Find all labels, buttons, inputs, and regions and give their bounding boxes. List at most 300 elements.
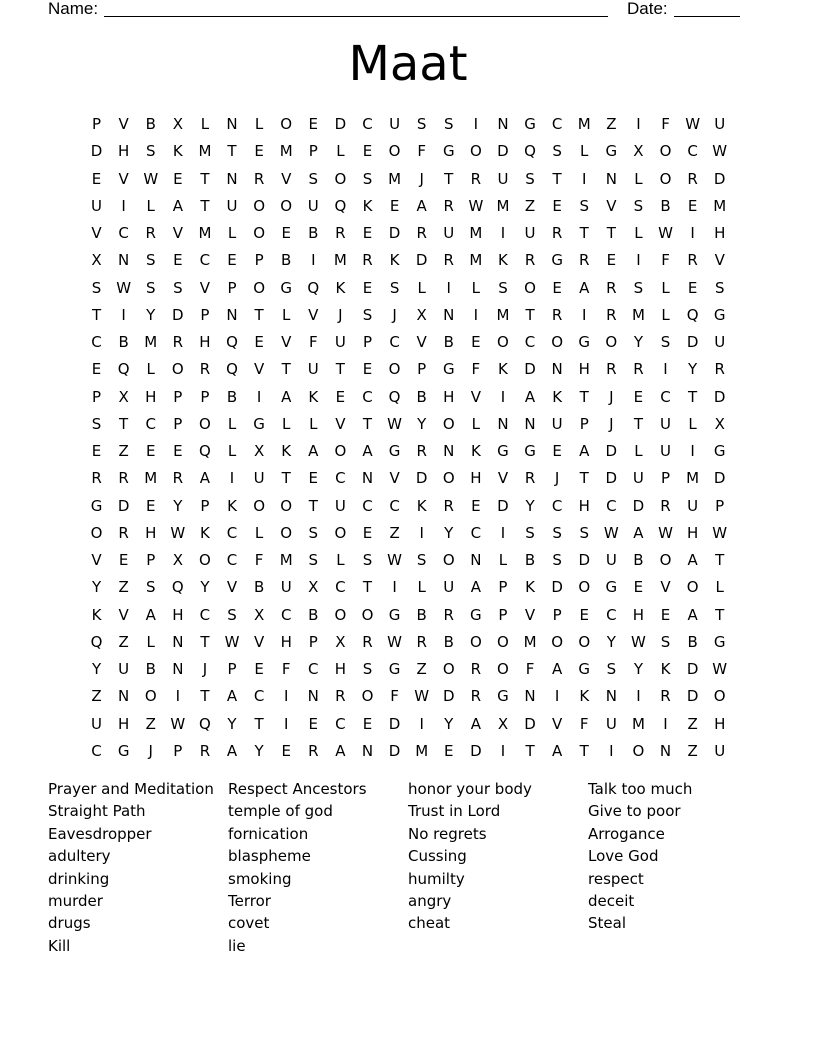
word-bank-item: Arrogance [588, 824, 665, 843]
grid-letter: S [416, 115, 427, 133]
word-bank-item: temple of god [228, 802, 333, 821]
grid-letter: R [470, 687, 482, 706]
grid-letter: Z [524, 196, 536, 215]
grid-letter: E [145, 496, 156, 515]
grid-letter: O [334, 169, 347, 188]
grid-letter: J [554, 469, 560, 488]
grid-letter: O [551, 333, 564, 351]
grid-letter: N [226, 305, 238, 324]
grid-letter: R [443, 496, 454, 515]
grid-letter: T [281, 469, 291, 488]
grid-letter: D [686, 660, 699, 678]
date-field[interactable] [674, 16, 740, 17]
word-bank [48, 778, 768, 957]
grid-letter: A [687, 551, 698, 569]
grid-letter: R [172, 333, 184, 351]
grid-letter: E [308, 115, 319, 133]
grid-letter: K [281, 442, 292, 460]
grid-letter: D [632, 496, 645, 515]
grid-letter: C [551, 115, 563, 133]
grid-letter: W [387, 551, 402, 569]
grid-letter: A [552, 660, 563, 678]
grid-letter: T [525, 741, 535, 760]
grid-letter: I [392, 578, 397, 597]
grid-letter: T [281, 360, 291, 379]
grid-letter: R [687, 169, 698, 188]
date-label: Date: [627, 0, 668, 18]
grid-letter: G [551, 251, 563, 270]
grid-letter: Y [444, 714, 454, 733]
grid-letter: U [443, 224, 455, 242]
grid-letter: J [609, 414, 614, 433]
grid-letter: E [118, 551, 129, 569]
grid-letter: X [497, 714, 509, 733]
grid-letter: A [579, 278, 590, 297]
grid-letter: U [660, 414, 671, 433]
word-bank-item: blaspheme [228, 847, 311, 866]
grid-letter: I [446, 278, 451, 297]
grid-letter: C [606, 496, 617, 515]
grid-letter: L [227, 224, 237, 242]
grid-letter: G [713, 632, 726, 651]
grid-letter: C [335, 469, 346, 488]
grid-letter: K [660, 660, 671, 678]
grid-letter: B [443, 333, 454, 351]
grid-letter: N [659, 741, 672, 760]
grid-letter: C [145, 414, 156, 433]
grid-letter: T [254, 305, 264, 324]
grid-letter: D [686, 687, 699, 706]
grid-letter: G [605, 142, 618, 161]
grid-letter: V [172, 224, 183, 242]
grid-letter: B [145, 115, 156, 133]
grid-letter: H [172, 605, 184, 624]
grid-letter: D [713, 169, 726, 188]
word-bank-item: cheat [408, 914, 451, 933]
grid-letter: K [498, 251, 508, 270]
grid-letter: I [690, 442, 695, 460]
grid-letter: L [254, 115, 264, 133]
grid-letter: C [660, 387, 671, 406]
grid-letter: O [605, 333, 618, 351]
grid-letter: D [686, 333, 699, 351]
grid-letter: O [442, 469, 455, 488]
grid-letter: E [254, 333, 264, 351]
grid-letter: K [362, 196, 373, 215]
grid-letter: P [200, 305, 210, 324]
grid-letter: I [663, 360, 668, 379]
grid-letter: D [388, 224, 401, 242]
grid-letter: S [498, 278, 508, 297]
grid-letter: S [606, 660, 617, 678]
grid-letter: G [578, 660, 591, 678]
grid-letter: V [416, 333, 427, 351]
grid-letter: Y [633, 333, 643, 351]
grid-letter: D [524, 714, 536, 733]
grid-letter: L [417, 278, 426, 297]
word-bank-item: deceit [588, 891, 635, 910]
grid-letter: R [551, 305, 563, 324]
grid-letter: O [686, 578, 699, 597]
grid-letter: H [578, 360, 590, 379]
grid-letter: S [444, 115, 454, 133]
grid-letter: Q [226, 360, 238, 379]
grid-letter: B [118, 333, 129, 351]
grid-letter: L [227, 414, 237, 433]
grid-letter: O [280, 523, 293, 542]
grid-letter: Z [606, 115, 617, 133]
grid-letter: V [497, 469, 509, 488]
grid-letter: G [524, 115, 536, 133]
grid-letter: R [443, 196, 454, 215]
grid-letter: V [253, 360, 265, 379]
grid-letter: D [90, 142, 103, 161]
grid-letter: U [91, 714, 103, 733]
grid-letter: P [173, 387, 183, 406]
grid-letter: E [91, 442, 102, 460]
grid-letter: Y [91, 660, 102, 678]
grid-letter: O [334, 605, 347, 624]
word-bank-item: murder [48, 891, 103, 910]
grid-letter: S [633, 278, 644, 297]
grid-letter: S [308, 169, 319, 188]
grid-letter: R [470, 169, 482, 188]
grid-letter: A [226, 687, 238, 706]
word-bank-item: Steal [588, 914, 626, 933]
grid-letter: E [362, 714, 373, 733]
grid-letter: P [200, 496, 210, 515]
grid-letter: C [253, 687, 265, 706]
grid-letter: K [335, 278, 346, 297]
grid-letter: W [685, 115, 701, 133]
grid-letter: Q [524, 142, 536, 161]
grid-letter: O [253, 278, 266, 297]
grid-letter: O [361, 605, 374, 624]
grid-letter: B [660, 196, 671, 215]
grid-letter: N [226, 115, 238, 133]
grid-letter: M [577, 115, 591, 133]
grid-letter: D [442, 687, 455, 706]
word-bank-item: Terror [228, 891, 271, 910]
grid-letter: O [361, 687, 374, 706]
grid-letter: Z [91, 687, 102, 706]
grid-letter: V [118, 605, 129, 624]
grid-letter: Y [91, 578, 102, 597]
grid-letter: N [443, 442, 455, 460]
grid-letter: C [362, 496, 373, 515]
grid-letter: E [633, 387, 644, 406]
grid-letter: O [632, 741, 645, 760]
grid-letter: W [387, 632, 402, 651]
grid-letter: J [609, 387, 614, 406]
grid-letter: T [308, 496, 318, 515]
grid-letter: O [497, 333, 509, 351]
grid-letter: P [417, 360, 427, 379]
grid-letter: S [525, 523, 535, 542]
grid-letter: E [552, 278, 562, 297]
grid-letter: B [443, 632, 454, 651]
grid-letter: Y [200, 578, 210, 597]
grid-letter: R [118, 469, 129, 488]
word-bank-item: honor your body [408, 780, 532, 798]
grid-letter: E [579, 605, 589, 624]
grid-letter: F [417, 142, 426, 161]
grid-letter: E [254, 660, 264, 678]
grid-letter: G [388, 660, 401, 678]
grid-letter: B [281, 251, 292, 270]
grid-letter: E [335, 387, 346, 406]
grid-letter: M [144, 469, 158, 488]
grid-letter: R [633, 360, 644, 379]
grid-letter: P [254, 251, 264, 270]
grid-letter: N [470, 551, 482, 569]
grid-letter: F [254, 551, 264, 569]
grid-letter: E [660, 605, 671, 624]
grid-letter: O [578, 632, 591, 651]
grid-letter: G [280, 278, 293, 297]
grid-letter: N [361, 741, 374, 760]
grid-letter: H [714, 714, 726, 733]
grid-letter: G [713, 305, 726, 324]
grid-letter: N [497, 414, 509, 433]
grid-letter: S [552, 142, 562, 161]
grid-letter: M [686, 469, 700, 488]
grid-letter: X [335, 632, 346, 651]
grid-letter: W [116, 278, 132, 297]
grid-letter: O [659, 169, 672, 188]
grid-letter: O [578, 578, 591, 597]
grid-letter: L [715, 578, 724, 597]
word-bank-item: Prayer and Meditation [48, 780, 214, 798]
grid-letter: X [118, 387, 129, 406]
grid-letter: P [92, 387, 102, 406]
grid-letter: S [660, 632, 671, 651]
grid-letter: Q [388, 387, 401, 406]
grid-letter: O [334, 523, 347, 542]
grid-letter: C [226, 523, 238, 542]
word-bank-item: Respect Ancestors [228, 780, 367, 798]
grid-letter: A [145, 605, 156, 624]
grid-letter: G [442, 142, 455, 161]
grid-letter: B [226, 387, 238, 406]
grid-letter: V [118, 115, 129, 133]
grid-letter: M [469, 224, 483, 242]
grid-letter: P [498, 605, 508, 624]
grid-letter: L [227, 442, 237, 460]
grid-letter: B [524, 551, 536, 569]
grid-letter: G [470, 605, 482, 624]
grid-letter: R [199, 360, 211, 379]
grid-letter: H [686, 523, 699, 542]
grid-letter: P [579, 414, 589, 433]
grid-letter: W [224, 632, 240, 651]
grid-letter: P [308, 632, 318, 651]
grid-letter: T [200, 632, 210, 651]
grid-letter: Q [307, 278, 320, 297]
grid-letter: O [713, 687, 726, 706]
name-label: Name: [48, 0, 99, 18]
grid-letter: L [146, 196, 155, 215]
grid-letter: N [361, 469, 374, 488]
grid-letter: W [658, 224, 673, 242]
grid-letter: D [470, 741, 482, 760]
grid-letter: Y [688, 360, 698, 379]
word-bank-item: respect [588, 869, 644, 888]
grid-letter: U [714, 741, 726, 760]
grid-letter: F [661, 115, 670, 133]
grid-letter: G [497, 442, 509, 460]
grid-letter: F [308, 333, 318, 351]
grid-letter: T [579, 224, 589, 242]
grid-letter: X [91, 251, 102, 270]
grid-letter: I [500, 523, 506, 542]
grid-letter: H [443, 387, 455, 406]
grid-letter: C [551, 496, 563, 515]
grid-letter: Q [117, 360, 130, 379]
grid-letter: W [387, 414, 402, 433]
word-bank-item: No regrets [408, 824, 487, 843]
grid-letter: A [199, 469, 211, 488]
grid-letter: L [634, 224, 643, 242]
grid-letter: O [469, 632, 482, 651]
grid-letter: V [660, 578, 671, 597]
grid-letter: O [442, 414, 455, 433]
grid-letter: J [148, 741, 153, 760]
grid-letter: V [253, 632, 265, 651]
grid-letter: S [91, 278, 102, 297]
grid-letter: S [145, 142, 156, 161]
grid-letter: U [307, 196, 319, 215]
grid-letter: W [712, 660, 728, 678]
grid-letter: T [254, 714, 264, 733]
grid-letter: R [416, 632, 427, 651]
grid-letter: H [280, 632, 292, 651]
grid-letter: M [144, 333, 158, 351]
grid-letter: M [469, 251, 483, 270]
grid-letter: I [554, 687, 560, 706]
grid-letter: I [636, 115, 641, 133]
grid-letter: E [633, 578, 644, 597]
grid-letter: D [388, 714, 401, 733]
grid-letter: J [338, 305, 343, 324]
grid-letter: I [229, 469, 235, 488]
grid-letter: H [578, 496, 590, 515]
grid-letter: A [552, 741, 563, 760]
grid-letter: D [172, 305, 184, 324]
grid-letter: E [471, 496, 481, 515]
grid-letter: E [362, 224, 373, 242]
grid-letter: H [199, 333, 211, 351]
grid-letter: Y [227, 714, 237, 733]
grid-letter: T [91, 305, 102, 324]
word-bank-item: drugs [48, 914, 91, 933]
grid-letter: S [145, 578, 156, 597]
grid-letter: V [91, 224, 102, 242]
grid-letter: N [497, 115, 509, 133]
grid-letter: U [443, 578, 455, 597]
grid-letter: C [362, 387, 373, 406]
grid-letter: N [605, 687, 617, 706]
grid-letter: M [631, 714, 645, 733]
grid-letter: W [658, 523, 673, 542]
grid-letter: A [172, 196, 183, 215]
grid-letter: H [118, 142, 130, 161]
grid-letter: L [634, 169, 643, 188]
grid-letter: K [579, 687, 590, 706]
grid-letter: H [470, 469, 482, 488]
grid-letter: L [661, 305, 670, 324]
grid-letter: I [121, 196, 126, 215]
grid-letter: I [690, 224, 695, 242]
grid-letter: M [198, 224, 212, 242]
grid-letter: T [227, 142, 237, 161]
grid-letter: R [308, 741, 319, 760]
grid-letter: D [497, 142, 509, 161]
grid-letter: X [172, 551, 183, 569]
grid-letter: P [660, 469, 671, 488]
grid-letter: Q [171, 578, 184, 597]
grid-letter: U [91, 196, 103, 215]
grid-letter: U [389, 115, 401, 133]
grid-letter: Y [146, 305, 156, 324]
grid-letter: E [281, 224, 291, 242]
grid-letter: G [90, 496, 103, 515]
grid-letter: K [552, 387, 563, 406]
grid-letter: G [117, 741, 130, 760]
grid-letter: M [333, 251, 347, 270]
grid-letter: A [281, 387, 292, 406]
grid-letter: A [308, 442, 319, 460]
grid-letter: V [281, 169, 292, 188]
word-bank-item: Cussing [408, 847, 467, 866]
grid-letter: M [198, 142, 212, 161]
grid-letter: S [227, 605, 237, 624]
grid-letter: R [253, 169, 265, 188]
grid-letter: P [308, 142, 318, 161]
grid-letter: K [227, 496, 237, 515]
grid-letter: D [415, 251, 428, 270]
grid-letter: V [470, 387, 481, 406]
grid-letter: G [605, 578, 618, 597]
grid-letter: B [687, 632, 698, 651]
grid-letter: N [172, 632, 184, 651]
grid-letter: X [172, 115, 183, 133]
grid-letter: Z [687, 714, 698, 733]
name-field[interactable] [104, 16, 608, 17]
grid-letter: T [715, 551, 725, 569]
grid-letter: V [524, 605, 536, 624]
grid-letter: S [362, 169, 373, 188]
grid-letter: R [199, 741, 211, 760]
grid-letter: R [660, 687, 671, 706]
grid-letter: L [336, 551, 345, 569]
grid-letter: E [389, 196, 400, 215]
grid-letter: I [311, 251, 316, 270]
grid-letter: M [496, 305, 510, 324]
grid-letter: E [552, 196, 562, 215]
grid-letter: U [660, 442, 671, 460]
grid-letter: T [362, 578, 373, 597]
grid-letter: Y [254, 741, 264, 760]
grid-letter: O [199, 414, 211, 433]
grid-letter: D [497, 496, 509, 515]
grid-letter: O [334, 442, 347, 460]
grid-letter: T [200, 169, 210, 188]
grid-letter: C [335, 714, 346, 733]
grid-letter: L [661, 278, 670, 297]
grid-letter: E [687, 196, 698, 215]
grid-letter: R [524, 251, 536, 270]
